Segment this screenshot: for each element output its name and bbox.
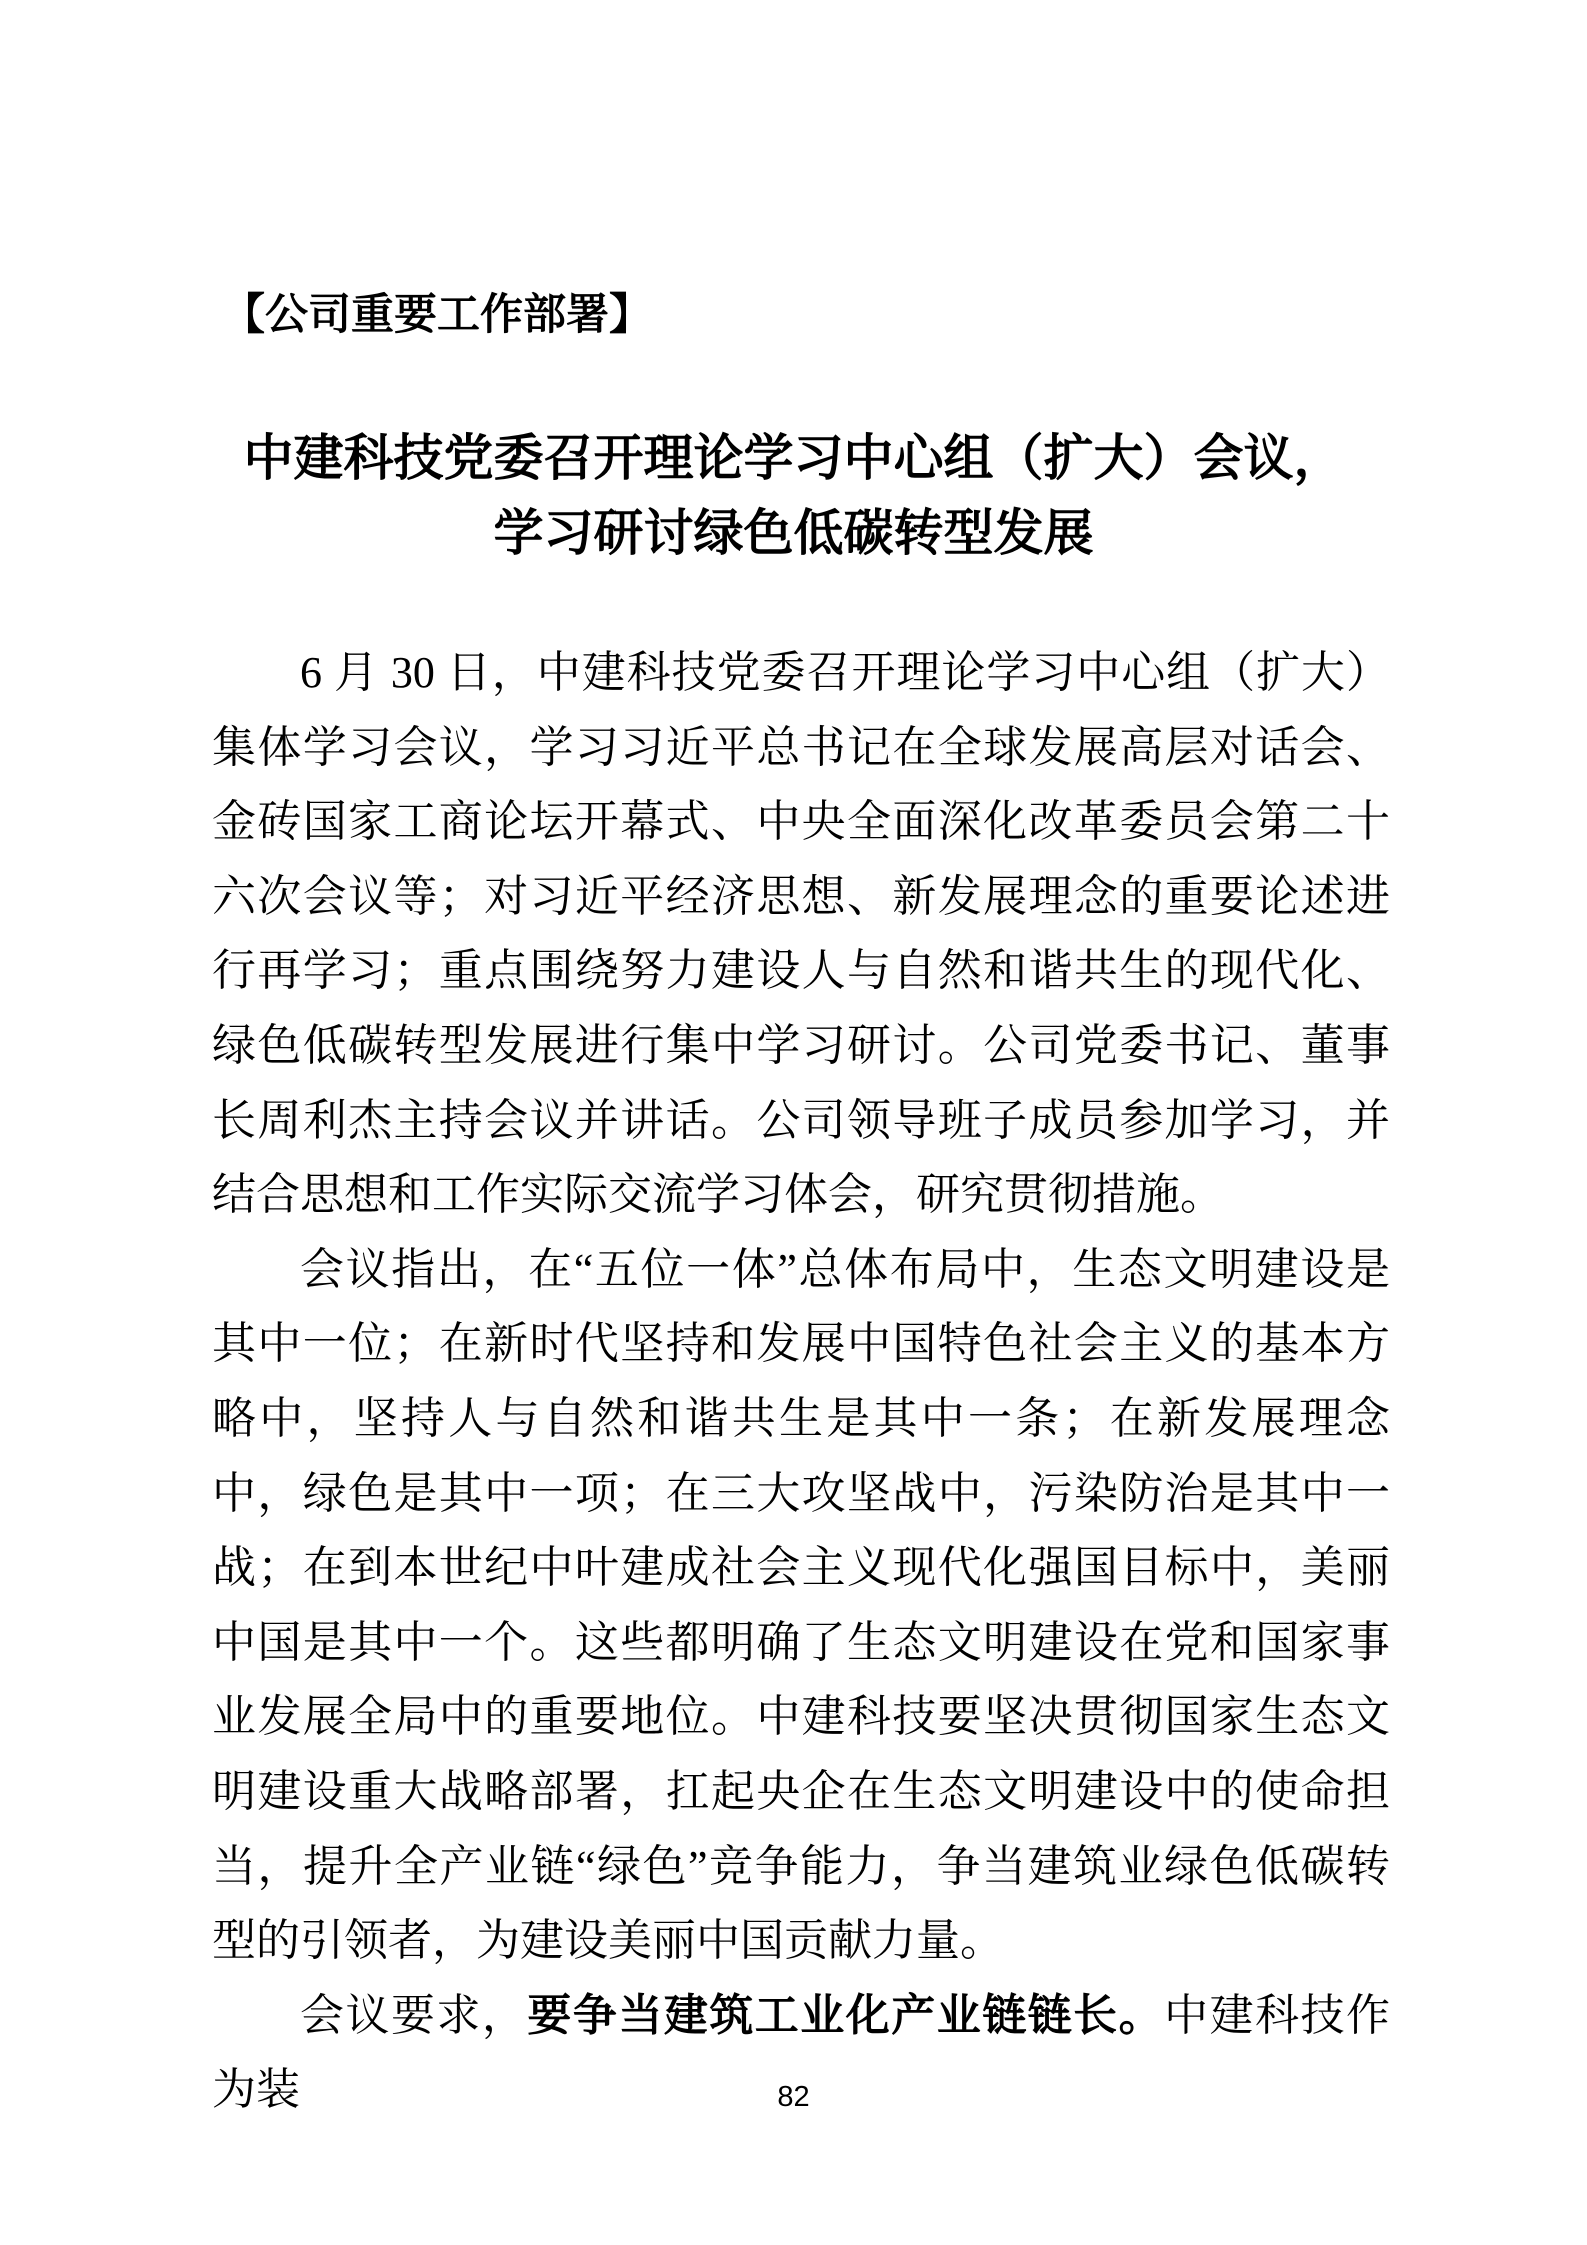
article-title [0,421,1587,571]
paragraph-3-segment-normal-2: 中建科技作为装 [212,1990,1391,2115]
section-header: 【公司重要工作部署】 [222,292,652,339]
article-body [212,636,1390,2128]
paragraph-3-segment-normal-1: 会议要求， [300,1990,528,2040]
paragraph-3-segment-bold: 要争当建筑工业化产业链链长。 [527,1990,1165,2040]
article-title-line-1: 中建科技党委召开理论学习中心组（扩大）会议， [243,430,1344,486]
body-paragraph-1: 6 月 30 日，中建科技党委召开理论学习中心组（扩大）集体学习会议，学习习近平总书记在全球发展高层对话会、金砖国家工商论坛开幕式、中央全面深化改革委员会第二十六次会议等；对习近平经济思想、新发展理念的重要论述进行再学习；重点围绕努力建设人与自然和谐共生的现代化、绿色低碳转型发展进行集中学习研讨。公司党委书记、董事长周利杰主持会议并讲话。公司领导班子成员参加学习，并结合思想和工作实际交流学习体会，研究贯彻措施。 [212,648,1390,1220]
page-number: 82 [777,2081,810,2113]
article-title-line-2: 学习研讨绿色低碳转型发展 [493,505,1094,561]
body-paragraph-2: 会议指出，在“五位一体”总体布局中，生态文明建设是其中一位；在新时代坚持和发展中国特色社会主义的基本方略中，坚持人与自然和谐共生是其中一条；在新发展理念中，绿色是其中一项；在三大攻坚战中，污染防治是其中一战；在到本世纪中叶建成社会主义现代化强国目标中，美丽中国是其中一个。这些都明确了生态文明建设在党和国家事业发展全局中的重要地位。中建科技要坚决贯彻国家生态文明建设重大战略部署，扛起央企在生态文明建设中的使命担当，提升全产业链“绿色”竞争能力，争当建筑业绿色低碳转型的引领者，为建设美丽中国贡献力量。 [212,1244,1390,1966]
